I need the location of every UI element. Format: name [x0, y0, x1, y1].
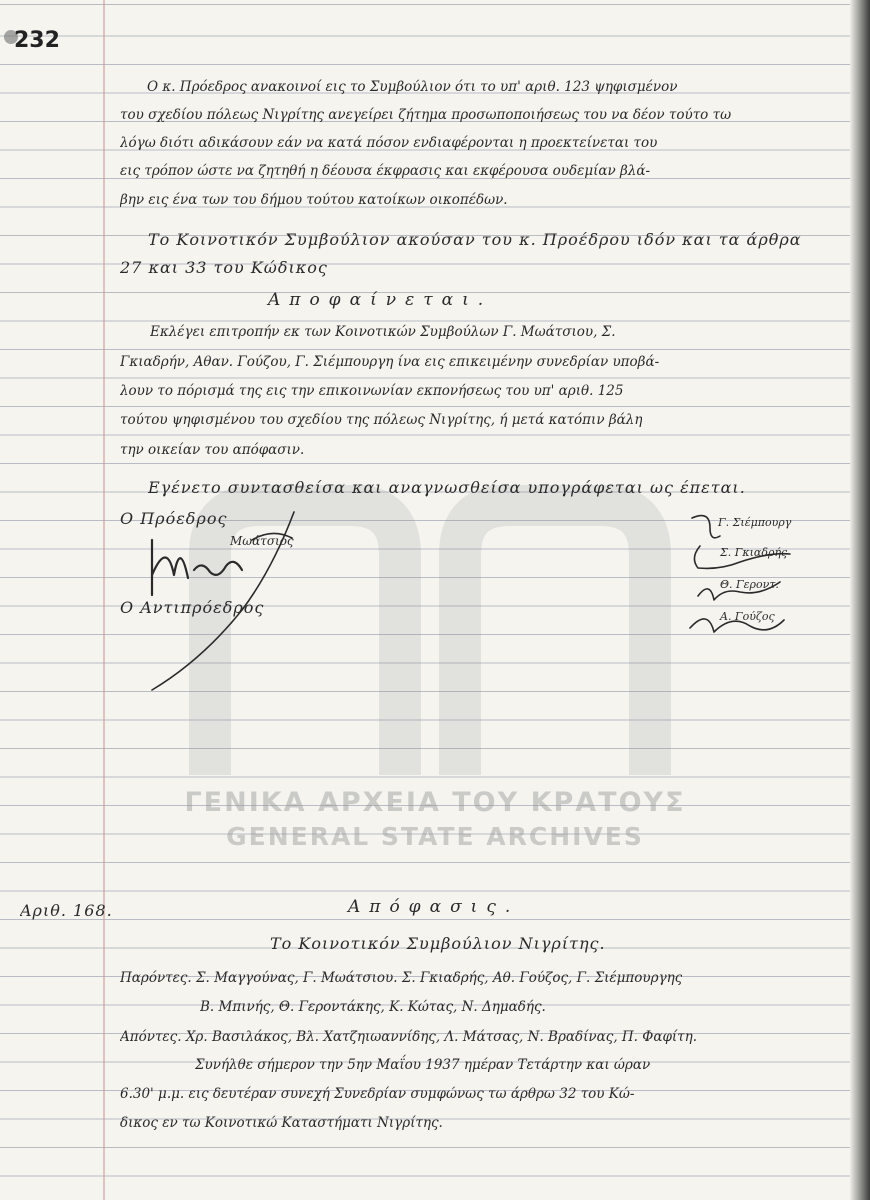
decision-heading: Αποφαίνεται.: [268, 290, 493, 310]
meeting-line-1: Συνήλθε σήμερον την 5ην Μαΐου 1937 ημέραν Τετάρτην και ώραν: [195, 1057, 651, 1073]
meeting-line-2: 6.30' μ.μ. εις δευτέραν συνεχή Συνεδρίαν συμφώνως τω άρθρω 32 του Κώ-: [120, 1086, 635, 1102]
present-members-line-1: Παρόντες. Σ. Μαγγούνας, Γ. Μωάτσιου. Σ. Γκιαδρής, Αθ. Γούζος, Γ. Σιέμπουργης: [120, 970, 683, 986]
council-name: Το Κοινοτικόν Συμβούλιον Νιγρίτης.: [270, 934, 606, 953]
margin-rule: [103, 0, 105, 1200]
watermark-english: GENERAL STATE ARCHIVES: [226, 822, 644, 851]
meeting-line-3: δικος εν τω Κοινοτικώ Καταστήματι Νιγρίτης.: [120, 1115, 443, 1131]
decision-line-6: Εγένετο συντασθείσα και αναγνωσθείσα υπογράφεται ως έπεται.: [148, 478, 746, 497]
decision-line-4: τούτου ψηφισμένου του σχεδίου της πόλεως Νιγρίτης, ή μετά κατόπιν βάλη: [120, 412, 643, 428]
watermark-greek: ΓΕΝΙΚΑ ΑΡΧΕΙΑ ΤΟΥ ΚΡΑΤΟΥΣ: [184, 787, 686, 818]
minutes-line-3: λόγω διότι αδικάσουν εάν να κατά πόσον ενδιαφέρονται η προεκτείνεται του: [120, 135, 658, 151]
member-signature-1: Γ. Σιέμπουργ: [718, 516, 792, 529]
decision-line-5: την οικείαν του απόφασιν.: [120, 442, 305, 458]
present-members-line-2: Β. Μπινής, Θ. Γεροντάκης, Κ. Κώτας, Ν. Δημαδής.: [200, 999, 546, 1015]
president-label: Ο Πρόεδρος: [120, 509, 228, 528]
vice-president-label: Ο Αντιπρόεδρος: [120, 598, 265, 617]
minutes-line-1: Ο κ. Πρόεδρος ανακοινοί εις το Συμβούλιον ότι το υπ' αριθ. 123 ψηφισμένον: [147, 79, 678, 95]
president-signature-text: Μωάτσιος: [230, 534, 294, 548]
minutes-line-2: του σχεδίου πόλεως Νιγρίτης ανεγείρει ζήτημα προσωποποιήσεως του να δέον τούτο τω: [120, 107, 732, 123]
decision-line-3: λουν το πόρισμά της εις την επικοινωνίαν εκπονήσεως του υπ' αριθ. 125: [120, 383, 624, 399]
page-edge-shadow: [850, 0, 870, 1200]
member-signature-4: Α. Γούζος: [720, 610, 775, 623]
member-signatures: [680, 508, 830, 668]
decision-line-2: Γκιαδρήν, Αθαν. Γούζου, Γ. Σιέμπουργη ίνα εις επικειμένην συνεδρίαν υποβά-: [120, 354, 660, 370]
decision-title: Απόφασις.: [348, 897, 520, 917]
minutes-line-4: εις τρόπον ώστε να ζητηθή η δέουσα έκφρασις και εκφέρουσα ουδεμίαν βλά-: [120, 163, 651, 179]
member-signature-3: Θ. Γεροντ.: [720, 578, 779, 591]
minutes-line-5: βην εις ένα των του δήμου τούτου κατοίκων οικοπέδων.: [120, 192, 508, 208]
minutes-line-7: 27 και 33 του Κώδικος: [120, 258, 328, 277]
member-signature-2: Σ. Γκιαδρής: [720, 546, 788, 559]
absent-members-line: Απόντες. Χρ. Βασιλάκος, Βλ. Χατζηιωαννίδης, Λ. Μάτσας, Ν. Βραδίνας, Π. Φαφίτη.: [120, 1029, 698, 1045]
decision-number: Αριθ. 168.: [20, 901, 113, 920]
minutes-line-6: Το Κοινοτικόν Συμβούλιον ακούσαν του κ. Προέδρου ιδόν και τα άρθρα: [148, 230, 802, 249]
page-number: 232: [14, 28, 60, 53]
decision-line-1: Εκλέγει επιτροπήν εκ των Κοινοτικών Συμβούλων Γ. Μωάτσιου, Σ.: [150, 324, 616, 340]
